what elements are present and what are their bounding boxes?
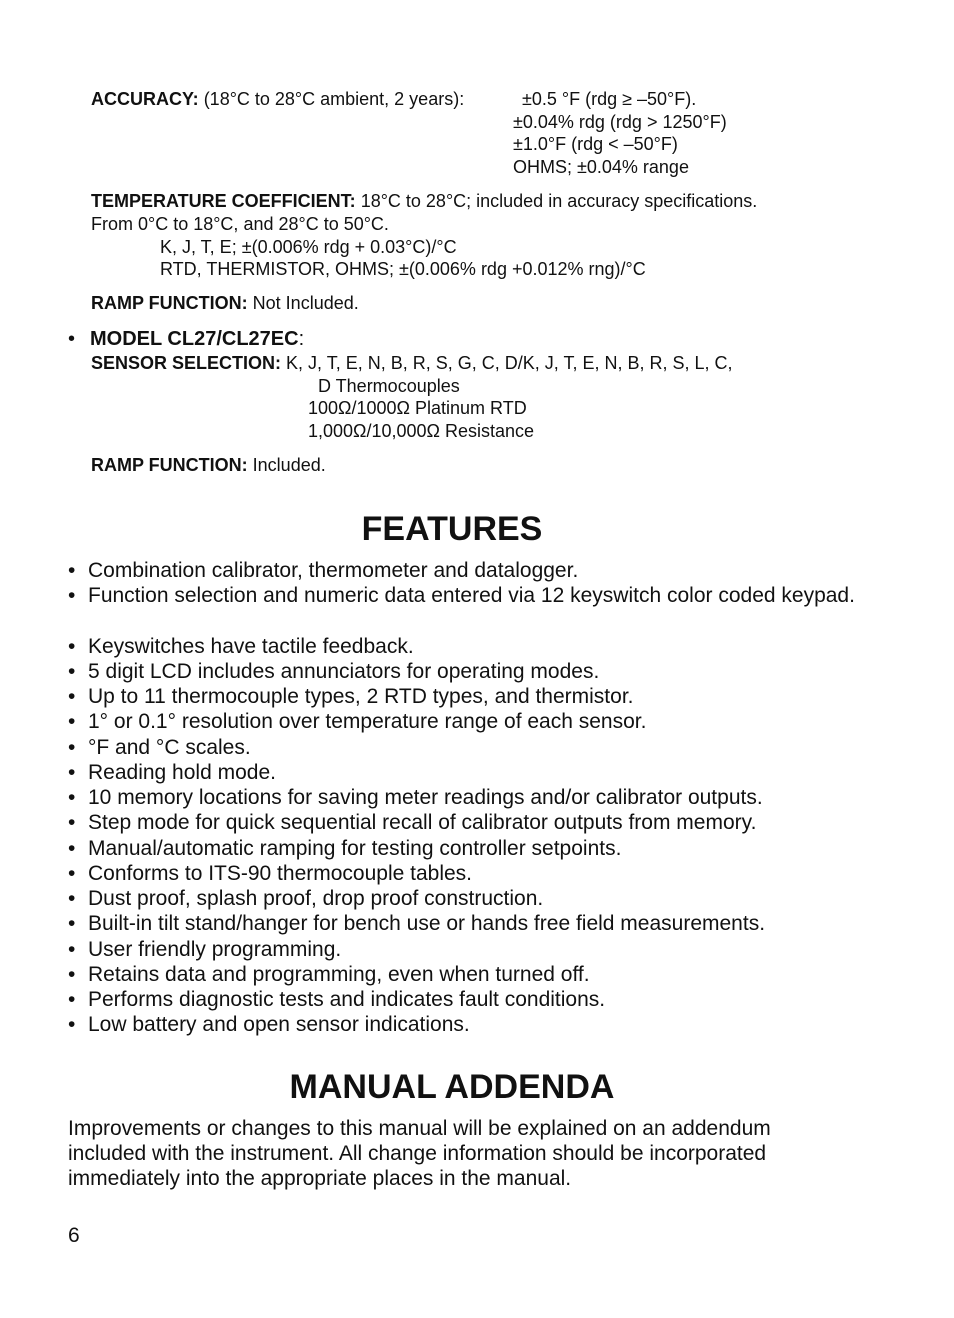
bullet: • (68, 887, 76, 910)
accuracy-value-1: ±0.5 °F (rdg ≥ –50°F). (522, 89, 697, 109)
bullet: • (68, 811, 76, 834)
ramp-function-label-2: RAMP FUNCTION: (91, 455, 248, 475)
feature-item: • 1° or 0.1° resolution over temperature range of each sensor. (68, 710, 647, 733)
sensor-line-3: 100Ω/1000Ω Platinum RTD (308, 398, 527, 418)
sensor-line-4: 1,000Ω/10,000Ω Resistance (308, 421, 535, 441)
feature-item: • Manual/automatic ramping for testing controller setpoints. (68, 837, 622, 860)
ramp-function-value-2: Included. (252, 455, 326, 475)
feature-item: • 5 digit LCD includes annunciators for operating modes. (68, 660, 600, 683)
sensor-line-1: K, J, T, E, N, B, R, S, G, C, D/K, J, T, E, N, B, R, S, L, C, (286, 353, 733, 373)
bullet: • (68, 635, 76, 658)
feature-item: • Combination calibrator, thermometer and datalogger. (68, 559, 579, 582)
bullet: • (68, 710, 76, 733)
model-bullet: • (68, 328, 76, 350)
addenda-heading: MANUAL ADDENDA (289, 1068, 615, 1106)
model-colon: : (298, 328, 305, 350)
page-number: 6 (68, 1224, 80, 1247)
bullet: • (68, 584, 76, 607)
bullet: • (68, 837, 76, 860)
model-title: MODEL CL27/CL27EC (90, 328, 299, 350)
accuracy-label: ACCURACY: (91, 89, 199, 109)
bullet: • (68, 559, 76, 582)
bullet: • (68, 736, 76, 759)
accuracy-value-4: OHMS; ±0.04% range (513, 157, 689, 177)
sensor-selection-label: SENSOR SELECTION: (91, 353, 282, 373)
feature-item: • Up to 11 thermocouple types, 2 RTD types, and thermistor. (68, 685, 634, 708)
features-heading: FEATURES (361, 510, 543, 548)
bullet: • (68, 660, 76, 683)
feature-item: • 10 memory locations for saving meter readings and/or calibrator outputs. (68, 786, 763, 809)
accuracy-value-2: ±0.04% rdg (rdg > 1250°F) (513, 112, 727, 132)
temp-coefficient-label: TEMPERATURE COEFFICIENT: (91, 191, 356, 211)
feature-item: • Performs diagnostic tests and indicates fault conditions. (68, 988, 606, 1011)
bullet: • (68, 862, 76, 885)
feature-item: • Low battery and open sensor indications. (68, 1013, 470, 1036)
feature-item: • Keyswitches have tactile feedback. (68, 635, 414, 658)
bullet: • (68, 761, 76, 784)
ramp-function-spec-2 (91, 454, 326, 476)
feature-item: • Conforms to ITS-90 thermocouple tables. (68, 862, 473, 885)
temp-coefficient-thermocouple: K, J, T, E; ±(0.006% rdg + 0.03°C)/°C (160, 237, 457, 257)
feature-item: • User friendly programming. (68, 938, 342, 961)
feature-item: • Dust proof, splash proof, drop proof construction. (68, 887, 544, 910)
model-heading (90, 328, 304, 351)
ramp-function-value: Not Included. (252, 293, 359, 313)
temp-coefficient-rtd: RTD, THERMISTOR, OHMS; ±(0.006% rdg +0.012% rng)/°C (160, 259, 646, 279)
bullet: • (68, 912, 76, 935)
temp-coefficient-line2: From 0°C to 18°C, and 28°C to 50°C. (91, 214, 389, 234)
bullet: • (68, 786, 76, 809)
accuracy-condition: (18°C to 28°C ambient, 2 years): (203, 89, 465, 109)
temp-coefficient-text: 18°C to 28°C; included in accuracy specifications. (360, 191, 758, 211)
feature-item: • °F and °C scales. (68, 736, 251, 759)
temp-coefficient-spec (91, 190, 757, 212)
ramp-function-label: RAMP FUNCTION: (91, 293, 248, 313)
bullet: • (68, 988, 76, 1011)
addenda-text: Improvements or changes to this manual will be explained on an addendum included with the instrument. All change information should be incorporated immediately into the appropriate places in the manual. (68, 1117, 771, 1190)
sensor-line-2: D Thermocouples (318, 376, 460, 396)
feature-item: • Built-in tilt stand/hanger for bench use or hands free field measurements. (68, 912, 766, 935)
bullet: • (68, 685, 76, 708)
accuracy-spec (91, 88, 464, 110)
sensor-selection-spec (91, 352, 733, 374)
bullet: • (68, 1013, 76, 1036)
bullet: • (68, 938, 76, 961)
feature-item: • Function selection and numeric data entered via 12 keyswitch color coded keypad. (68, 584, 855, 607)
bullet: • (68, 963, 76, 986)
feature-item: • Retains data and programming, even when turned off. (68, 963, 590, 986)
feature-item: • Step mode for quick sequential recall of calibrator outputs from memory. (68, 811, 757, 834)
ramp-function-spec (91, 292, 359, 314)
accuracy-value-3: ±1.0°F (rdg < –50°F) (513, 134, 678, 154)
feature-item: • Reading hold mode. (68, 761, 276, 784)
